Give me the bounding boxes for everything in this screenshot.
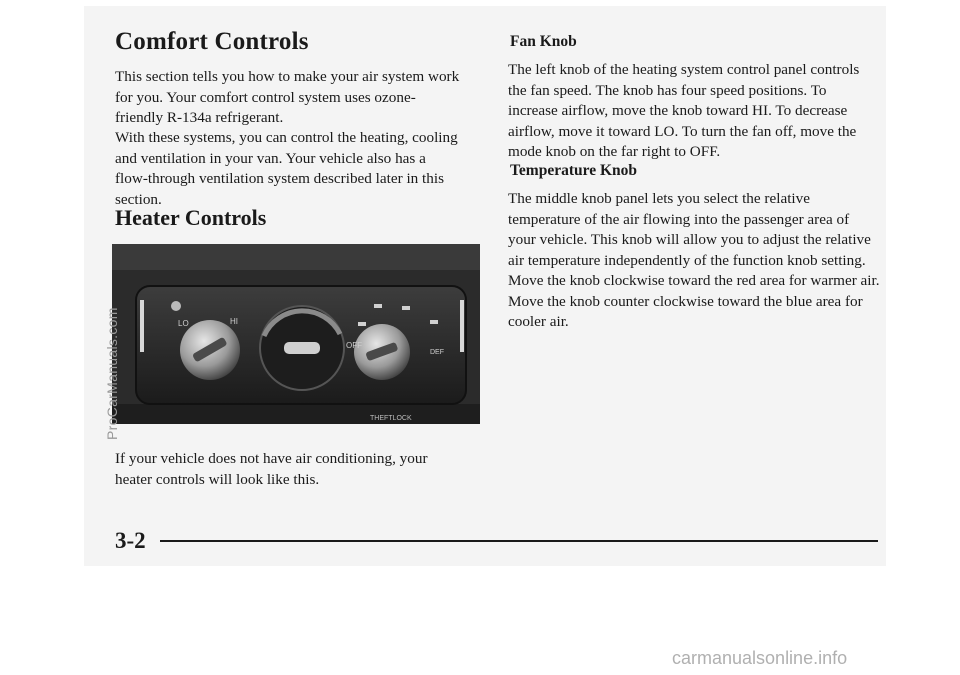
label-lo: LO xyxy=(178,319,189,328)
page-number: 3-2 xyxy=(115,528,146,553)
temperature-knob-text: The middle knob panel lets you select the relative temperature of the air flowing into the passenger area of your vehicle. This knob will allow you to adjust the relative air temperature independently of the function knob setting. Move the knob clockwise toward the red area for warmer air. Move the knob counter clockwise toward the blue area for cooler air. xyxy=(508,190,880,330)
label-def: DEF xyxy=(430,349,444,356)
intro-paragraph-1: This section tells you how to make your air system work for you. Your comfort control system uses ozone-friendly R-134a refrigerant. xyxy=(115,68,460,126)
photo-caption: If your vehicle does not have air conditioning, your heater controls will look like this. xyxy=(115,450,428,488)
label-hi: HI xyxy=(230,317,238,326)
site-watermark: carmanualsonline.info xyxy=(672,648,848,668)
temperature-knob-title: Temperature Knob xyxy=(510,162,638,179)
fan-icon xyxy=(171,301,181,311)
footer-rule xyxy=(160,540,878,542)
heater-controls-title: Heater Controls xyxy=(115,205,267,230)
fan-knob-text: The left knob of the heating system control panel controls the fan speed. The knob has four speed positions. To increase airflow, move the knob toward HI. To decrease airflow, move it toward LO. To turn the fan off, move the mode knob on the far right to OFF. xyxy=(508,61,860,160)
intro-paragraph-2: With these systems, you can control the heating, cooling and ventilation in your van. Your vehicle also has a flow-through ventilation system described later in this section. xyxy=(115,129,458,208)
section-title: Comfort Controls xyxy=(115,28,309,55)
heater-controls-photo xyxy=(112,244,480,424)
label-theftlock: THEFTLOCK xyxy=(370,415,412,422)
label-off: OFF xyxy=(346,341,362,350)
heater-panel-illustration xyxy=(112,244,480,424)
fan-knob-title: Fan Knob xyxy=(510,33,577,50)
vertical-watermark: ProCarManuals.com xyxy=(104,307,120,440)
